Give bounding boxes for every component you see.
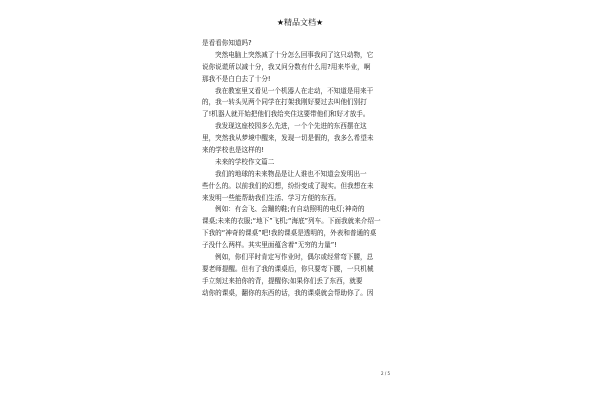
text-line: 要老师提醒。但有了我的课桌后，你只要弯下腰，一只机械 — [202, 264, 374, 273]
paragraph — [202, 157, 402, 169]
text-line: 说你说谎所以减十分，我又问分数有什么用?用来毕业，啊 — [202, 62, 371, 71]
text-line: 例如，你们平时肯定写作业时，偶尔或经常弯下腰，总 — [215, 253, 374, 262]
document-body — [202, 38, 402, 300]
text-line: 的，我一转头见两个同学在打架我刚好要过去叫他们别打 — [202, 98, 367, 107]
text-line: 是看看你知道吗? — [202, 39, 252, 47]
paragraph — [202, 38, 402, 50]
text-line: 动你的课桌，翻你的东西的话，我的课桌就会帮助你了。因 — [202, 288, 374, 297]
text-line: 突然电脑上突然减了十分怎么回事我问了这只动物，它 — [215, 50, 374, 59]
text-line: 那我不是白白去了十分! — [202, 74, 271, 83]
text-line: 我发现这座校园多么先进，一个个先进的东西摆在这 — [215, 122, 367, 131]
paragraph — [202, 86, 402, 122]
text-line: 我在教室里又看见一个机器人在走动，不知道是用来干 — [215, 86, 374, 95]
paragraph — [202, 169, 402, 205]
text-line: 课桌;未来的衣服;“地下”飞机;“海底”列车。下面我就来介绍一 — [202, 217, 381, 226]
text-line: 来的学校也是这样的! — [202, 146, 264, 155]
text-line: 未来的学校作文篇二 — [215, 157, 275, 166]
text-line: 子没什么两样。其实里面蕴含着“无穷的力量”! — [202, 241, 337, 250]
text-line: 里，突然我从梦境中醒来，发现一切是假的，我多么希望未 — [202, 134, 374, 143]
text-line: 来发明一些能帮助我们生活、学习方便的东西。 — [202, 193, 341, 202]
paragraph — [202, 50, 402, 86]
text-line: 例如：有会飞、会蹦的鞋;有自动照明的电灯;神奇的 — [215, 205, 365, 214]
document-header: ★精品文档★ — [276, 18, 324, 27]
text-line: 我们的地球的未来物品是让人谁也不知道会发明出一 — [215, 169, 367, 178]
paragraph — [202, 252, 402, 300]
text-line: 手立刻过来拍你的背，提醒你;如果你们丢了东西，就要 — [202, 276, 363, 285]
page-number: 2 / 5 — [381, 371, 390, 376]
paragraph — [202, 204, 402, 252]
paragraph — [202, 121, 402, 157]
text-line: 些什么的。以前我们的幻想，纷纷变成了现实。但我想在未 — [202, 181, 374, 190]
text-line: 了!机器人就开始把他们我给夹住这要带他们和好才放手。 — [202, 110, 370, 119]
text-line: 下我的“神奇的课桌”吧!我的课桌是透明的，外表和普通的桌 — [202, 229, 377, 238]
